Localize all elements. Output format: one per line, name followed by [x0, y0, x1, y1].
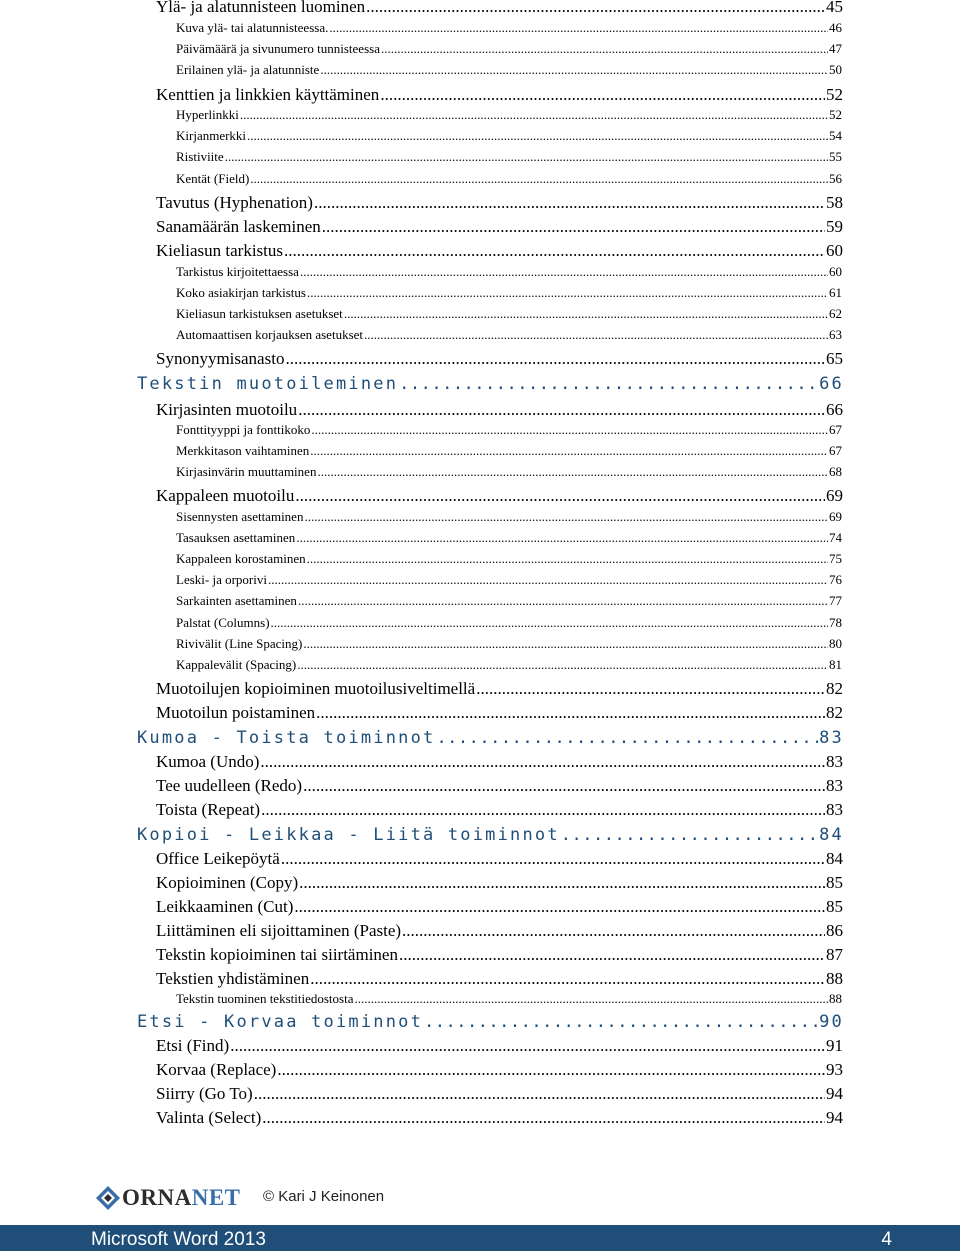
toc-dot-leader	[299, 873, 825, 893]
toc-subsection-entry[interactable]	[176, 593, 842, 609]
toc-subsection-entry[interactable]	[176, 171, 842, 187]
toc-dot-leader	[424, 1012, 818, 1032]
footer-title: Microsoft Word 2013	[91, 1229, 266, 1250]
toc-dot-leader	[436, 728, 818, 748]
toc-entry-page: 50	[829, 62, 842, 77]
toc-dot-leader	[399, 945, 825, 965]
toc-entry-title: Kopioi - Leikkaa - Liitä toiminnot	[137, 825, 560, 845]
toc-entry-title: Sisennysten asettaminen	[176, 509, 304, 524]
toc-dot-leader	[254, 1084, 825, 1104]
toc-section-entry[interactable]	[156, 945, 843, 965]
toc-entry-page: 91	[826, 1036, 843, 1055]
toc-entry-title: Kentät (Field)	[176, 171, 250, 186]
toc-chapter-entry[interactable]	[137, 728, 844, 748]
toc-subsection-entry[interactable]	[176, 509, 842, 525]
toc-entry-title: Kieliasun tarkistuksen asetukset	[176, 306, 343, 321]
toc-section-entry[interactable]	[156, 873, 843, 893]
toc-entry-page: 60	[826, 241, 843, 260]
toc-subsection-entry[interactable]	[176, 107, 842, 123]
toc-section-entry[interactable]	[156, 776, 843, 796]
toc-subsection-entry[interactable]	[176, 128, 842, 144]
toc-dot-leader	[402, 921, 825, 941]
toc-entry-title: Ylä- ja alatunnisteen luominen	[156, 0, 366, 16]
toc-dot-leader	[364, 327, 828, 343]
toc-entry-page: 83	[819, 728, 844, 748]
toc-dot-leader	[285, 349, 825, 369]
toc-entry-title: Rivivälit (Line Spacing)	[176, 636, 303, 651]
toc-entry-title: Leski- ja orporivi	[176, 572, 267, 587]
toc-entry-title: Office Leikepöytä	[156, 849, 280, 868]
logo-orna: ORNA	[122, 1185, 192, 1210]
toc-dot-leader	[311, 422, 828, 438]
toc-subsection-entry[interactable]	[176, 636, 842, 652]
toc-dot-leader	[296, 530, 828, 546]
toc-dot-leader	[295, 486, 825, 506]
toc-entry-page: 56	[829, 171, 842, 186]
toc-entry-title: Kappalevälit (Spacing)	[176, 657, 297, 672]
toc-dot-leader	[561, 825, 818, 845]
toc-entry-title: Leikkaaminen (Cut)	[156, 897, 294, 916]
toc-dot-leader	[303, 636, 828, 652]
toc-entry-page: 69	[826, 486, 843, 505]
toc-section-entry[interactable]	[156, 349, 843, 369]
toc-entry-page: 76	[829, 572, 842, 587]
toc-entry-page: 94	[826, 1108, 843, 1127]
toc-section-entry[interactable]	[156, 85, 843, 105]
toc-section-entry[interactable]	[156, 1036, 843, 1056]
toc-dot-leader	[260, 752, 825, 772]
toc-subsection-entry[interactable]	[176, 264, 842, 280]
toc-dot-leader	[307, 551, 828, 567]
toc-entry-title: Hyperlinkki	[176, 107, 239, 122]
toc-dot-leader	[247, 128, 828, 144]
toc-entry-page: 80	[829, 636, 842, 651]
toc-entry-page: 58	[826, 193, 843, 212]
toc-section-entry[interactable]	[156, 921, 843, 941]
toc-entry-page: 65	[826, 349, 843, 368]
toc-subsection-entry[interactable]	[176, 327, 842, 343]
toc-entry-page: 88	[826, 969, 843, 988]
toc-dot-leader	[281, 849, 825, 869]
toc-entry-title: Tekstin muotoileminen	[137, 374, 399, 394]
toc-dot-leader	[310, 443, 828, 459]
toc-subsection-entry[interactable]	[176, 551, 842, 567]
toc-entry-page: 55	[829, 149, 842, 164]
toc-dot-leader	[230, 1036, 825, 1056]
toc-entry-title: Kenttien ja linkkien käyttäminen	[156, 85, 380, 104]
toc-section-entry[interactable]	[156, 0, 843, 17]
toc-entry-page: 83	[826, 752, 843, 771]
toc-section-entry[interactable]	[156, 969, 843, 989]
toc-entry-title: Fonttityyppi ja fonttikoko	[176, 422, 311, 437]
toc-entry-page: 67	[829, 422, 842, 437]
toc-entry-title: Tasauksen asettaminen	[176, 530, 296, 545]
toc-entry-title: Kopioiminen (Copy)	[156, 873, 299, 892]
toc-entry-title: Tavutus (Hyphenation)	[156, 193, 313, 212]
footer-page-number: 4	[881, 1229, 892, 1250]
toc-entry-page: 83	[826, 776, 843, 795]
toc-dot-leader	[268, 572, 828, 588]
toc-entry-title: Liittäminen eli sijoittaminen (Paste)	[156, 921, 402, 940]
toc-subsection-entry[interactable]	[176, 422, 842, 438]
toc-entry-page: 77	[829, 593, 842, 608]
toc-dot-leader	[262, 1108, 825, 1128]
toc-entry-page: 93	[826, 1060, 843, 1079]
ornanet-logo-icon	[95, 1185, 121, 1211]
toc-dot-leader	[366, 0, 825, 17]
toc-entry-title: Kirjanmerkki	[176, 128, 247, 143]
toc-dot-leader	[476, 679, 825, 699]
toc-entry-page: 90	[819, 1012, 844, 1032]
toc-entry-page: 84	[826, 849, 843, 868]
toc-dot-leader	[261, 800, 825, 820]
toc-entry-title: Sanamäärän laskeminen	[156, 217, 321, 236]
toc-entry-title: Erilainen ylä- ja alatunniste	[176, 62, 320, 77]
toc-dot-leader	[317, 464, 828, 480]
toc-subsection-entry[interactable]	[176, 530, 842, 546]
toc-entry-title: Tekstin tuominen tekstitiedostosta	[176, 991, 354, 1006]
toc-chapter-entry[interactable]	[137, 825, 844, 845]
toc-dot-leader	[322, 217, 825, 237]
toc-dot-leader	[284, 241, 825, 261]
toc-section-entry[interactable]	[156, 679, 843, 699]
toc-entry-page: 87	[826, 945, 843, 964]
toc-entry-page: 83	[826, 800, 843, 819]
toc-subsection-entry[interactable]	[176, 572, 842, 588]
toc-section-entry[interactable]	[156, 800, 843, 820]
toc-entry-page: 63	[829, 327, 842, 342]
toc-section-entry[interactable]	[156, 752, 843, 772]
toc-entry-title: Kappaleen korostaminen	[176, 551, 306, 566]
toc-entry-title: Muotoilun poistaminen	[156, 703, 316, 722]
toc-dot-leader	[250, 171, 828, 187]
toc-entry-title: Tekstien yhdistäminen	[156, 969, 310, 988]
toc-entry-title: Automaattisen korjauksen asetukset	[176, 327, 364, 342]
ornanet-logo	[95, 1184, 241, 1212]
toc-dot-leader	[277, 1060, 825, 1080]
toc-entry-title: Valinta (Select)	[156, 1108, 262, 1127]
toc-dot-leader	[329, 20, 828, 36]
toc-entry-title: Korvaa (Replace)	[156, 1060, 277, 1079]
toc-section-entry[interactable]	[156, 1060, 843, 1080]
toc-entry-title: Tee uudelleen (Redo)	[156, 776, 303, 795]
toc-subsection-entry[interactable]	[176, 464, 842, 480]
toc-section-entry[interactable]	[156, 193, 843, 213]
toc-entry-page: 66	[826, 400, 843, 419]
toc-dot-leader	[399, 374, 818, 394]
toc-entry-page: 69	[829, 509, 842, 524]
toc-entry-title: Kuva ylä- tai alatunnisteessa.	[176, 20, 329, 35]
toc-entry-page: 61	[829, 285, 842, 300]
toc-section-entry[interactable]	[156, 217, 843, 237]
toc-chapter-entry[interactable]	[137, 374, 844, 394]
toc-subsection-entry[interactable]	[176, 615, 842, 631]
toc-entry-title: Tekstin kopioiminen tai siirtäminen	[156, 945, 398, 964]
toc-section-entry[interactable]	[156, 849, 843, 869]
toc-entry-title: Toista (Repeat)	[156, 800, 261, 819]
toc-entry-page: 47	[829, 41, 842, 56]
toc-entry-page: 94	[826, 1084, 843, 1103]
toc-dot-leader	[225, 149, 828, 165]
toc-subsection-entry[interactable]	[176, 306, 842, 322]
toc-entry-page: 46	[829, 20, 842, 35]
toc-entry-title: Päivämäärä ja sivunumero tunnisteessa	[176, 41, 380, 56]
toc-section-entry[interactable]	[156, 1108, 843, 1128]
toc-entry-title: Tarkistus kirjoitettaessa	[176, 264, 299, 279]
toc-entry-title: Palstat (Columns)	[176, 615, 270, 630]
toc-entry-title: Kumoa - Toista toiminnot	[137, 728, 436, 748]
toc-subsection-entry[interactable]	[176, 149, 842, 165]
toc-section-entry[interactable]	[156, 703, 843, 723]
toc-subsection-entry[interactable]	[176, 657, 842, 673]
toc-entry-page: 75	[829, 551, 842, 566]
toc-entry-title: Etsi (Find)	[156, 1036, 230, 1055]
toc-entry-title: Kieliasun tarkistus	[156, 241, 284, 260]
toc-entry-page: 81	[829, 657, 842, 672]
toc-dot-leader	[298, 400, 825, 420]
toc-subsection-entry[interactable]	[176, 62, 842, 78]
toc-entry-page: 62	[829, 306, 842, 321]
toc-chapter-entry[interactable]	[137, 1012, 844, 1032]
toc-dot-leader	[304, 509, 828, 525]
toc-entry-page: 82	[826, 679, 843, 698]
toc-entry-page: 88	[829, 991, 842, 1006]
toc-entry-title: Merkkitason vaihtaminen	[176, 443, 310, 458]
toc-dot-leader	[381, 41, 828, 57]
toc-entry-title: Kappaleen muotoilu	[156, 486, 295, 505]
toc-dot-leader	[240, 107, 828, 123]
toc-entry-page: 78	[829, 615, 842, 630]
toc-entry-title: Synonyymisanasto	[156, 349, 285, 368]
toc-entry-page: 66	[819, 374, 844, 394]
toc-dot-leader	[300, 264, 828, 280]
toc-dot-leader	[316, 703, 825, 723]
toc-dot-leader	[271, 615, 828, 631]
toc-subsection-entry[interactable]	[176, 285, 842, 301]
toc-section-entry[interactable]	[156, 486, 843, 506]
toc-dot-leader	[297, 657, 828, 673]
logo-wordmark	[122, 1185, 241, 1211]
toc-dot-leader	[294, 897, 825, 917]
toc-entry-page: 52	[829, 107, 842, 122]
toc-dot-leader	[307, 285, 828, 301]
copyright-text: © Kari J Keinonen	[263, 1188, 385, 1205]
toc-entry-page: 68	[829, 464, 842, 479]
toc-section-entry[interactable]	[156, 897, 843, 917]
toc-dot-leader	[310, 969, 825, 989]
toc-dot-leader	[344, 306, 828, 322]
toc-entry-page: 86	[826, 921, 843, 940]
toc-entry-page: 82	[826, 703, 843, 722]
toc-dot-leader	[380, 85, 825, 105]
toc-entry-page: 85	[826, 897, 843, 916]
toc-dot-leader	[303, 776, 825, 796]
toc-entry-title: Kumoa (Undo)	[156, 752, 260, 771]
toc-entry-page: 74	[829, 530, 842, 545]
toc-section-entry[interactable]	[156, 400, 843, 420]
toc-entry-page: 60	[829, 264, 842, 279]
toc-entry-page: 45	[826, 0, 843, 16]
footer-bar	[0, 1225, 960, 1251]
toc-entry-title: Koko asiakirjan tarkistus	[176, 285, 306, 300]
toc-entry-title: Kirjasinten muotoilu	[156, 400, 298, 419]
toc-entry-page: 52	[826, 85, 843, 104]
toc-subsection-entry[interactable]	[176, 20, 842, 36]
toc-dot-leader	[314, 193, 825, 213]
toc-subsection-entry[interactable]	[176, 443, 842, 459]
toc-entry-title: Muotoilujen kopioiminen muotoilusiveltimellä	[156, 679, 476, 698]
toc-entry-page: 59	[826, 217, 843, 236]
toc-entry-title: Kirjasinvärin muuttaminen	[176, 464, 317, 479]
toc-entry-title: Ristiviite	[176, 149, 224, 164]
toc-entry-title: Siirry (Go To)	[156, 1084, 253, 1103]
toc-entry-title: Sarkainten asettaminen	[176, 593, 297, 608]
toc-entry-page: 54	[829, 128, 842, 143]
logo-net: NET	[191, 1185, 241, 1210]
toc-entry-page: 84	[819, 825, 844, 845]
toc-section-entry[interactable]	[156, 241, 843, 261]
toc-entry-page: 67	[829, 443, 842, 458]
toc-entry-title: Etsi - Korvaa toiminnot	[137, 1012, 424, 1032]
toc-dot-leader	[354, 991, 828, 1007]
toc-section-entry[interactable]	[156, 1084, 843, 1104]
toc-subsection-entry[interactable]	[176, 991, 842, 1007]
toc-dot-leader	[298, 593, 828, 609]
toc-subsection-entry[interactable]	[176, 41, 842, 57]
toc-dot-leader	[320, 62, 828, 78]
toc-entry-page: 85	[826, 873, 843, 892]
